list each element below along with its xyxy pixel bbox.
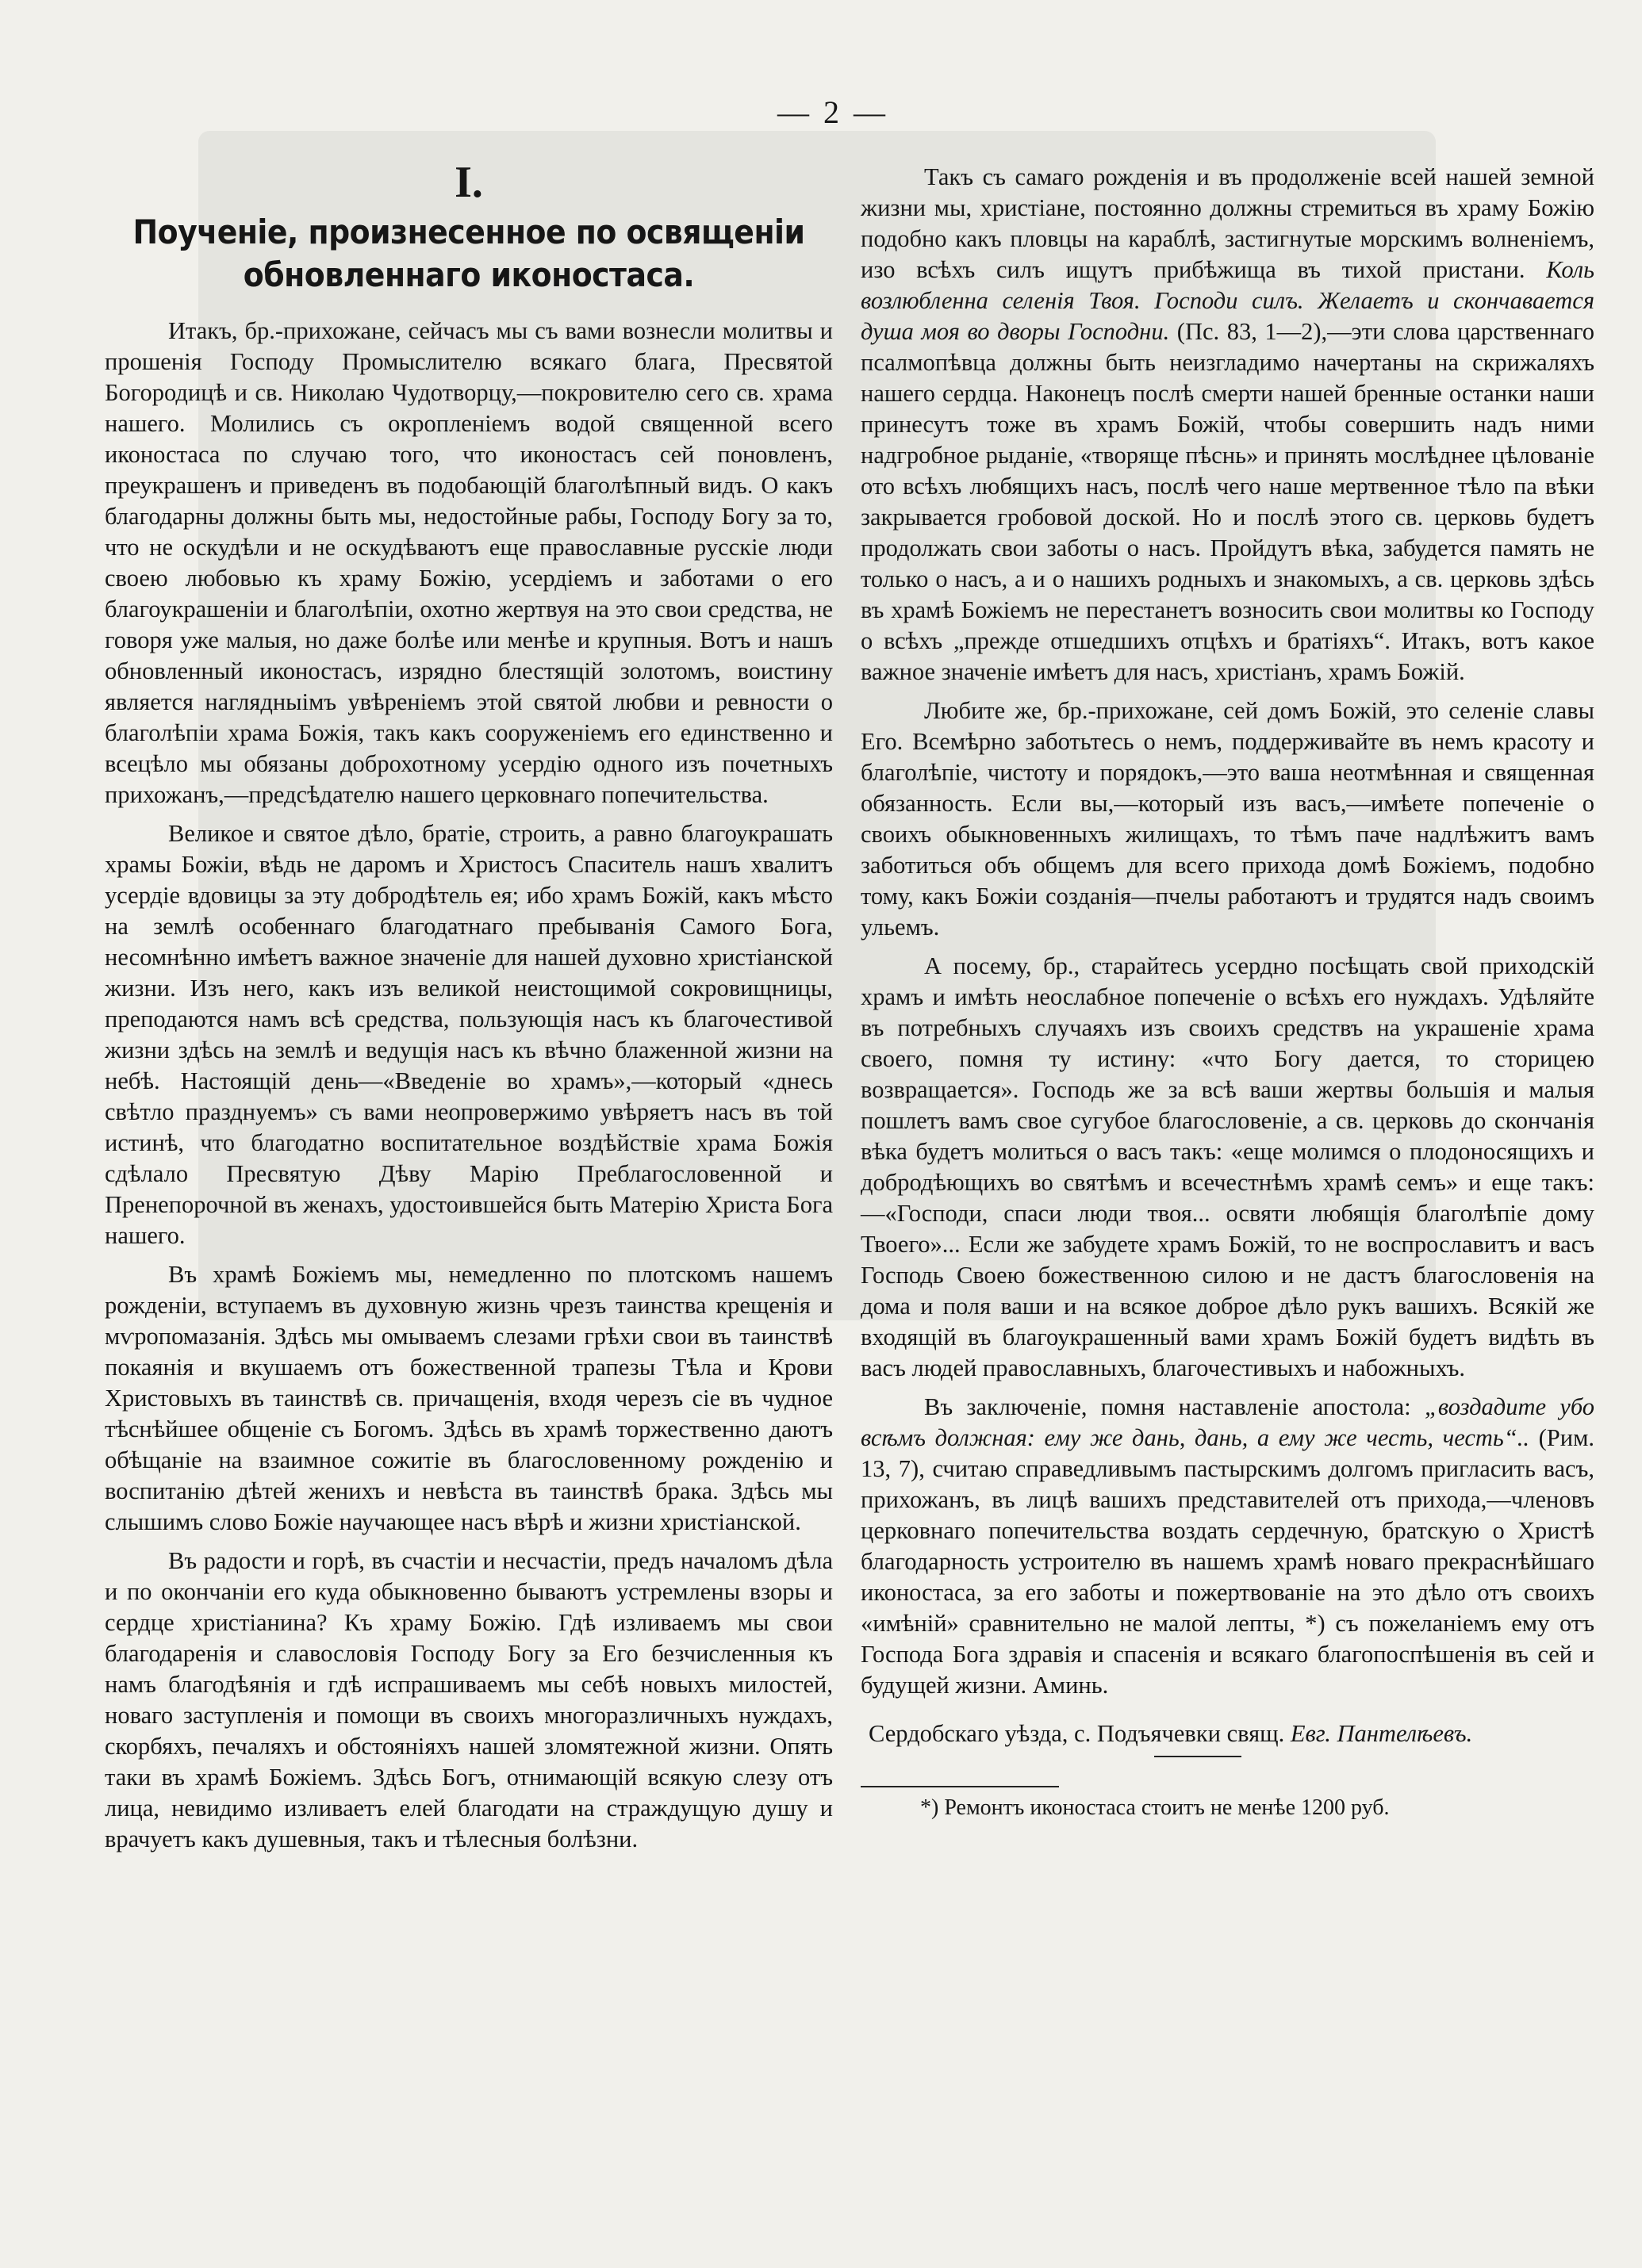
article-title: Поученіе, произнесенное по освященіи обновленнаго иконостаса. <box>132 213 805 294</box>
paragraph-text: (Рим. 13, 7), считаю справедливымъ пастырскимъ долгомъ пригласить васъ, прихожанъ, въ лицѣ вашихъ представителей отъ прихода,—членовъ церковнаго попечительства воздать сердечную, братскую о Христѣ благодарность устроителю въ нашемъ храмѣ новаго прекраснѣйшаго иконостаса, за его заботы и пожертвованіе на это дѣло отъ своихъ «имѣній» сравнительно не малой лепты, *) съ пожеланіемъ ему отъ Господа Бога здравія и спасенія и всякаго благопоспѣшенія въ сей и будущей жизни. Аминь. <box>861 1424 1594 1699</box>
paragraph: Итакъ, бр.-прихожане, сейчасъ мы съ вами вознесли молитвы и прошенія Господу Промыслителю всякаго блага, Пресвятой Богородицѣ и св. Николаю Чудотворцу,—покровителю сего св. храма нашего. Молились съ окропленіемъ водой священной всего иконостаса по случаю того, что иконостасъ сей поновленъ, преукрашенъ и приведенъ въ подобающій благолѣпный видъ. О какъ благодарны должны быть мы, недостойные рабы, Господу Богу за то, что не оскудѣли и не оскудѣваютъ еще православные русскіе люди своею любовью къ храму Божію, усердіемъ и заботами о его благоукрашеніи и благолѣпіи, охотно жертвуя на это свои средства, не говоря уже малыя, но даже болѣе или менѣе и крупныя. Вотъ и нашъ обновленный иконостасъ, изрядно блестящій золотомъ, воистину является наглядныімъ увѣреніемъ этой святой любви и ревности о благолѣпіи храма Божія, такъ какъ сооруженіемъ его единственно и всецѣло мы обязаны доброхотному усердію одного изъ почетныхъ прихожанъ,—предсѣдателю нашего церковнаго попечительства. <box>105 317 833 808</box>
paragraph: Любите же, бр.-прихожане, сей домъ Божій, это селеніе славы Его. Всемѣрно заботьтесь о немъ, поддерживайте въ немъ красоту и благолѣпіе, чистоту и порядокъ,—это ваша неотмѣнная и священная обязанность. Если вы,—который изъ васъ,—имѣете попеченіе о своихъ обыкновенныхъ жилищахъ, то тѣмъ паче надлѣжитъ вамъ заботиться объ общемъ для всего прихода домѣ Божіемъ, подобно тому, какъ Божіи созданія—пчелы работаютъ и трудятся надъ своимъ ульемъ. <box>861 697 1594 941</box>
footnote: *) Ремонтъ иконостаса стоитъ не менѣе 1200 руб. <box>920 1795 1390 1820</box>
left-column <box>105 159 833 1855</box>
psalm-quote: Коль возлюбленна селенія Твоя. Господи силъ. Желаетъ и скончавается душа моя во дворы Господни. <box>861 256 1595 345</box>
signature-rule <box>1154 1756 1241 1757</box>
paragraph: Великое и святое дѣло, братіе, строить, а равно благоукрашать храмы Божіи, вѣдь не даромъ и Христосъ Спаситель нашъ хвалитъ усердіе вдовицы за эту добродѣтель ея; ибо храмъ Божій, какъ мѣсто на землѣ особеннаго благодатнаго пребыванія Самого Бога, несомнѣнно имѣетъ важное значеніе для нашей духовно христіанской жизни. Изъ него, какъ изъ великой неистощимой сокровищницы, преподаются намъ всѣ средства, пользующія насъ къ благочестивой жизни здѣсь на землѣ и ведущія насъ къ вѣчно блаженной жизни на небѣ. Настоящій день—«Введеніе во храмъ»,—который «днесь свѣтло празднуемъ» съ вами неопровержимо увѣряетъ насъ въ той истинѣ, что благодатно воспитательное воздѣйствіе храма Божія сдѣлало Пресвятую Дѣву Марію Преблагословенной и Пренепорочной въ женахъ, удостоившейся быть Матерію Христа Бога нашего. <box>105 820 833 1249</box>
signature <box>861 1718 1594 1749</box>
paragraph <box>861 1392 1594 1701</box>
paragraph-text: Въ заключеніе, помня наставленіе апостола: <box>924 1393 1411 1420</box>
paragraph-text: Такъ съ самаго рожденія и въ продолженіе всей нашей земной жизни мы, христіане, постоянно должны стремиться въ храму Божію подобно какъ пловцы на караблѣ, застигнутые морскимъ волненіемъ, изо всѣхъ силъ ищутъ прибѣжища въ тихой пристани. <box>861 163 1594 283</box>
paragraph-text: (Пс. 83, 1—2),—эти слова царственнаго псалмопѣвца должны быть неизгладимо начертаны на скрижаляхъ нашего сердца. Наконецъ послѣ смерти нашей бренные останки наши принесутъ тоже въ храмъ Божій, чтобы совершить надъ ними надгробное рыданіе, «творяще пѣснь» и принять мослѣднее цѣлованіе ото всѣхъ любящихъ насъ, послѣ чего наше мертвенное тѣло па вѣки закрывается гробовой доской. Но и послѣ этого св. церковь будетъ продолжать свои заботы о насъ. Пройдутъ вѣка, забудется память не только о насъ, а и о нашихъ родныхъ и знакомыхъ, а св. церковь здѣсь въ храмѣ Божіемъ не перестанетъ возносить свои молитвы ко Господу о всѣхъ „прежде отшедшихъ отцѣхъ и братіяхъ“. Итакъ, вотъ какое важное значеніе имѣетъ для насъ, христіанъ, храмъ Божій. <box>861 318 1595 685</box>
signature-name: Евг. Пантелѣевъ. <box>1290 1720 1473 1747</box>
signature-place: Сердобскаго уѣзда, с. Подъячевки свящ. <box>869 1720 1285 1747</box>
page-number: — 2 — <box>777 94 888 130</box>
paragraph <box>861 162 1594 688</box>
article-numeral: I. <box>455 158 483 207</box>
right-column <box>861 162 1594 1822</box>
paragraph: Въ храмѣ Божіемъ мы, немедленно по плотскомъ нашемъ рожденіи, вступаемъ въ духовную жизнь чрезъ таинства крещенія и мѵропомазанія. Здѣсь мы омываемъ слезами грѣхи свои въ таинствѣ покаянія и вкушаемъ отъ божественной трапезы Тѣла и Крови Христовыхъ въ таинствѣ св. причащенія, входя черезъ сіе въ чудное тѣснѣйшее общеніе съ Богомъ. Здѣсь въ храмѣ торжественно даютъ обѣщаніе на взаимное сожитіе въ благословенному рожденію и воспитанію дѣтей женихъ и невѣста въ таинствѣ брака. Здѣсь мы слышимъ слово Божіе научающее насъ вѣрѣ и жизни христіанской. <box>105 1261 833 1535</box>
footnote-rule <box>861 1786 1059 1787</box>
paragraph: Въ радости и горѣ, въ счастіи и несчастіи, предъ началомъ дѣла и по окончаніи его куда обыкновенно бываютъ устремлены взоры и сердце христіанина? Къ храму Божію. Гдѣ изливаемъ мы свои благодаренія и славословія Господу Богу за Его безчисленныя къ намъ благодѣянія и гдѣ испрашиваемъ мы себѣ новыхъ милостей, новаго заступленія и помощи въ своихъ многоразличныхъ нуждахъ, скорбяхъ, печаляхъ и обстояніяхъ нашей зломятежной жизни. Опять таки въ храмѣ Божіемъ. Здѣсь Богъ, отнимающій всякую слезу отъ лица, невидимо изливаетъ елей благодати на страждущую душу и врачуетъ какъ душевныя, такъ и тѣлесныя болѣзни. <box>105 1547 833 1852</box>
apostle-quote: „воздадите убо всѣмъ должная: ему же дань, дань, а ему же честь, честь“.. <box>861 1393 1595 1451</box>
paragraph: А посему, бр., старайтесь усердно посѣщать свой приходскій храмъ и имѣть неослабное попеченіе о всѣхъ его нуждахъ. Удѣляйте въ потребныхъ случаяхъ изъ своихъ средствъ на украшеніе храма своего, помня ту истину: «что Богу дается, то сторицею возвращается». Господь же за всѣ ваши жертвы большія и малыя пошлетъ вамъ свое сугубое благословеніе, а св. церковь до скончанія вѣка будетъ молиться о васъ такъ: «еще молимся о плодоносящихъ и добродѣющихъ во святѣмъ и всечестнѣмъ храмѣ семъ» и еще такъ:—«Господи, спаси люди твоя... освяти любящія благолѣпіе дому Твоего»... Если же забудете храмъ Божій, то не воспрославитъ и васъ Господь Своею божественною силою и не дастъ благословенія на дома и поля ваши и на всякое доброе дѣло рукъ вашихъ. Всякій же входящій въ благоукрашенный вами храмъ Божій будетъ видѣть въ васъ людей православныхъ, благочестивыхъ и набожныхъ. <box>861 952 1594 1381</box>
